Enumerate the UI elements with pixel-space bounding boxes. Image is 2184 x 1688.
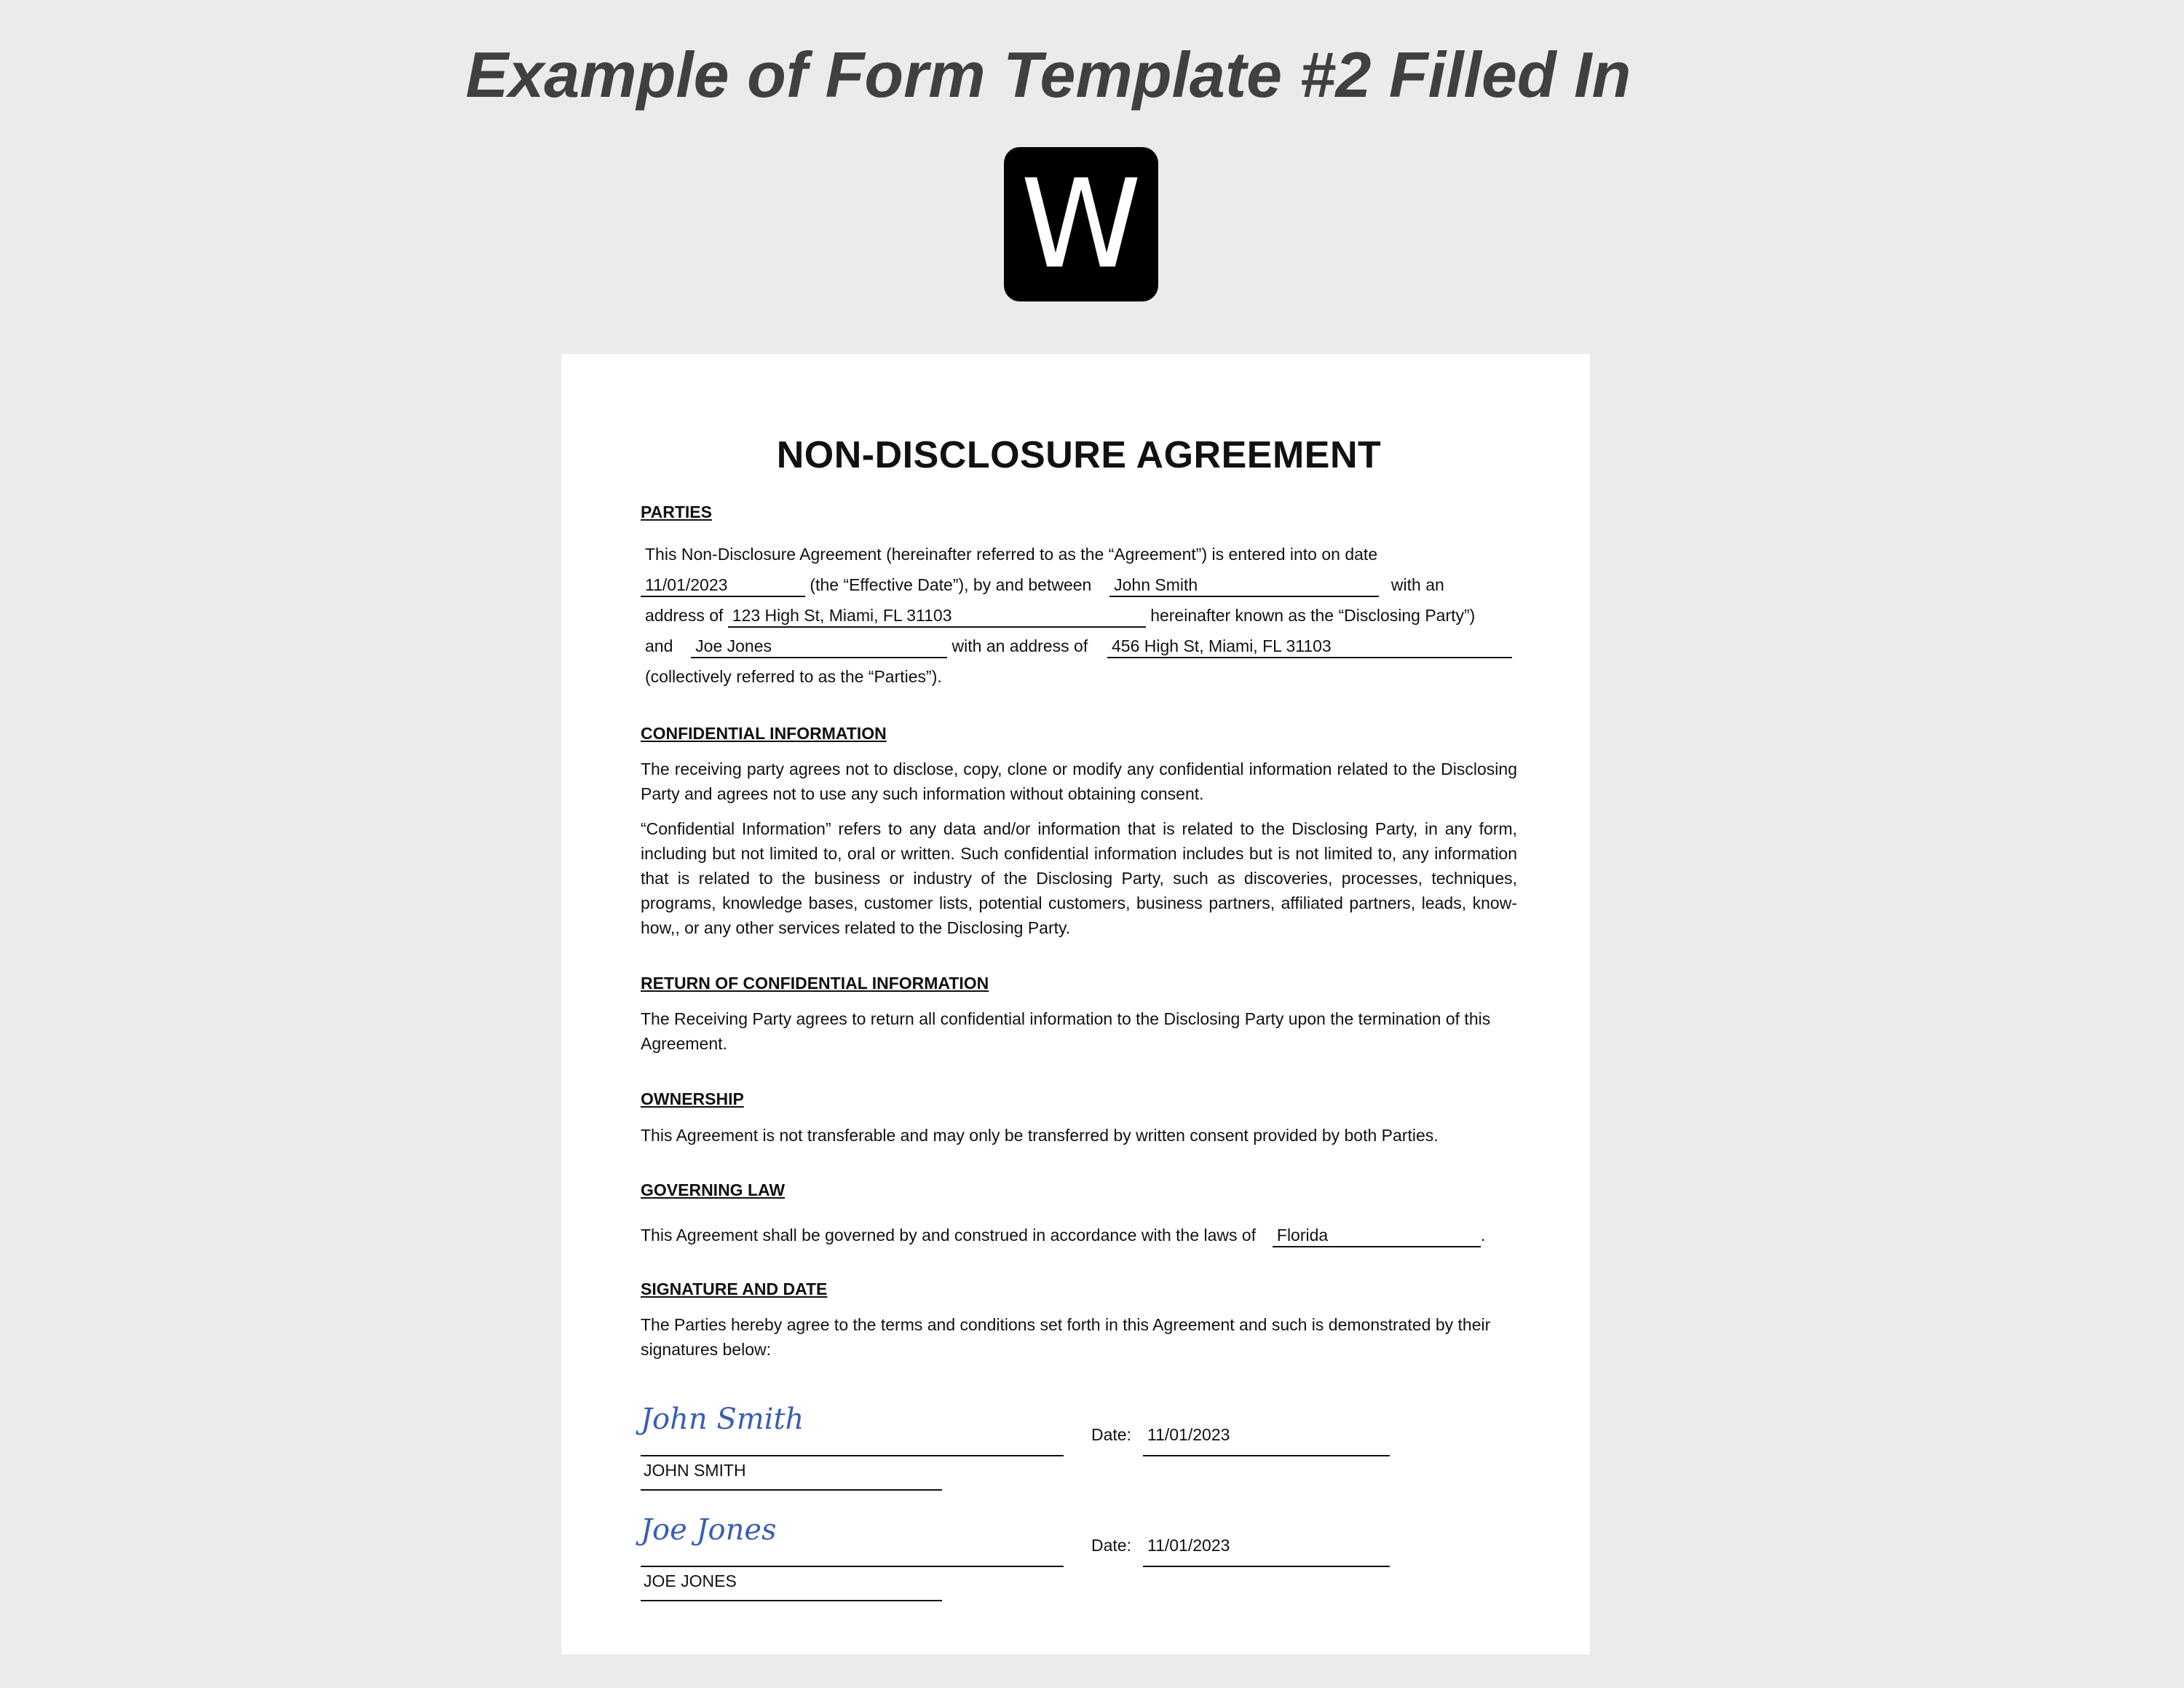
section-heading-governing-law: GOVERNING LAW — [641, 1180, 786, 1199]
signature-2-handwritten[interactable]: Joe Jones — [641, 1513, 777, 1547]
parties-line-1 — [645, 542, 1377, 567]
governing-law-line — [641, 1223, 1485, 1247]
and-label: and — [645, 636, 673, 655]
ownership-paragraph: This Agreement is not transferable and may only be transferred by written consent provided by both Parties. — [641, 1126, 1439, 1145]
document-page — [561, 354, 1590, 1655]
section-heading-return: RETURN OF CONFIDENTIAL INFORMATION — [641, 974, 989, 993]
receiving-party-name-field[interactable]: Joe Jones — [691, 635, 947, 658]
confidential-paragraph-1: The receiving party agrees not to disclose, copy, clone or modify any confidential information related to the Disclosing Party and agrees not to use any such information without obtaining consent. — [641, 760, 1517, 803]
parties-line-4 — [645, 634, 1512, 658]
section-heading-signature: SIGNATURE AND DATE — [641, 1279, 828, 1298]
disclosing-party-name-field[interactable]: John Smith — [1109, 574, 1379, 597]
parties-line-3 — [645, 603, 1475, 628]
signer-1-name-line — [641, 1489, 942, 1491]
document-title: NON-DISCLOSURE AGREEMENT — [776, 434, 1382, 476]
governing-law-text: This Agreement shall be governed by and construed in accordance with the laws of — [641, 1226, 1257, 1245]
address-of-label: address of — [645, 606, 724, 625]
section-heading-parties: PARTIES — [641, 502, 712, 521]
governing-state-field[interactable]: Florida — [1273, 1224, 1481, 1247]
signer-2-printed-name: JOE JONES — [644, 1571, 737, 1590]
parties-intro: This Non-Disclosure Agreement (hereinafter referred to as the “Agreement”) is entered into on date — [645, 545, 1378, 564]
governing-law-period: . — [1480, 1226, 1486, 1245]
signer-2-date-label: Date: — [1091, 1536, 1131, 1555]
return-paragraph: The Receiving Party agrees to return all confidential information to the Disclosing Party upon the termination of this Agreement. — [641, 1009, 1491, 1053]
confidential-paragraph-2: “Confidential Information” refers to any data and/or information that is related to the Disclosing Party, in any form, including but not limited to, oral or written. Such confidential information includes but is not limited to, any information that is related to the business or industry of the Disclosing Party, such as discoveries, processes, techniques, programs, knowledge bases, customer lists, potential customers, business partners, affiliated partners, leads, know-how,, or any other services related to the Disclosing Party. — [641, 819, 1517, 937]
signer-2-date-value[interactable]: 11/01/2023 — [1147, 1536, 1230, 1555]
effective-date-label: (the “Effective Date”), by and between — [810, 575, 1092, 594]
signature-paragraph: The Parties hereby agree to the terms and conditions set forth in this Agreement and such is demonstrated by their signatures below: — [641, 1315, 1491, 1359]
with-an-label: with an — [1390, 575, 1444, 594]
with-address-of-label: with an address of — [951, 636, 1088, 655]
banner-title: Example of Form Template #2 Filled In — [465, 39, 1631, 111]
receiving-party-address-field[interactable]: 456 High St, Miami, FL 31103 — [1107, 635, 1512, 658]
signer-1-date-value[interactable]: 11/01/2023 — [1147, 1425, 1230, 1444]
effective-date-field[interactable]: 11/01/2023 — [641, 574, 805, 597]
word-logo-icon: W — [1004, 147, 1158, 301]
section-heading-confidential: CONFIDENTIAL INFORMATION — [641, 724, 887, 743]
signer-2-date-line — [1143, 1566, 1390, 1567]
signer-1-date-label: Date: — [1091, 1425, 1131, 1444]
signature-2-line — [641, 1566, 1064, 1567]
disclosing-party-known-label: hereinafter known as the “Disclosing Party”) — [1150, 606, 1476, 625]
signer-1-date-line — [1143, 1455, 1390, 1456]
signature-1-handwritten[interactable]: John Smith — [641, 1403, 804, 1436]
signature-1-line — [641, 1455, 1064, 1456]
signer-2-name-line — [641, 1600, 942, 1601]
signer-1-printed-name: JOHN SMITH — [644, 1461, 746, 1480]
section-heading-ownership: OWNERSHIP — [641, 1089, 744, 1108]
disclosing-party-address-field[interactable]: 123 High St, Miami, FL 31103 — [728, 604, 1146, 628]
parties-line-5: (collectively referred to as the “Parties”). — [645, 667, 942, 686]
parties-line-2 — [641, 572, 1444, 597]
